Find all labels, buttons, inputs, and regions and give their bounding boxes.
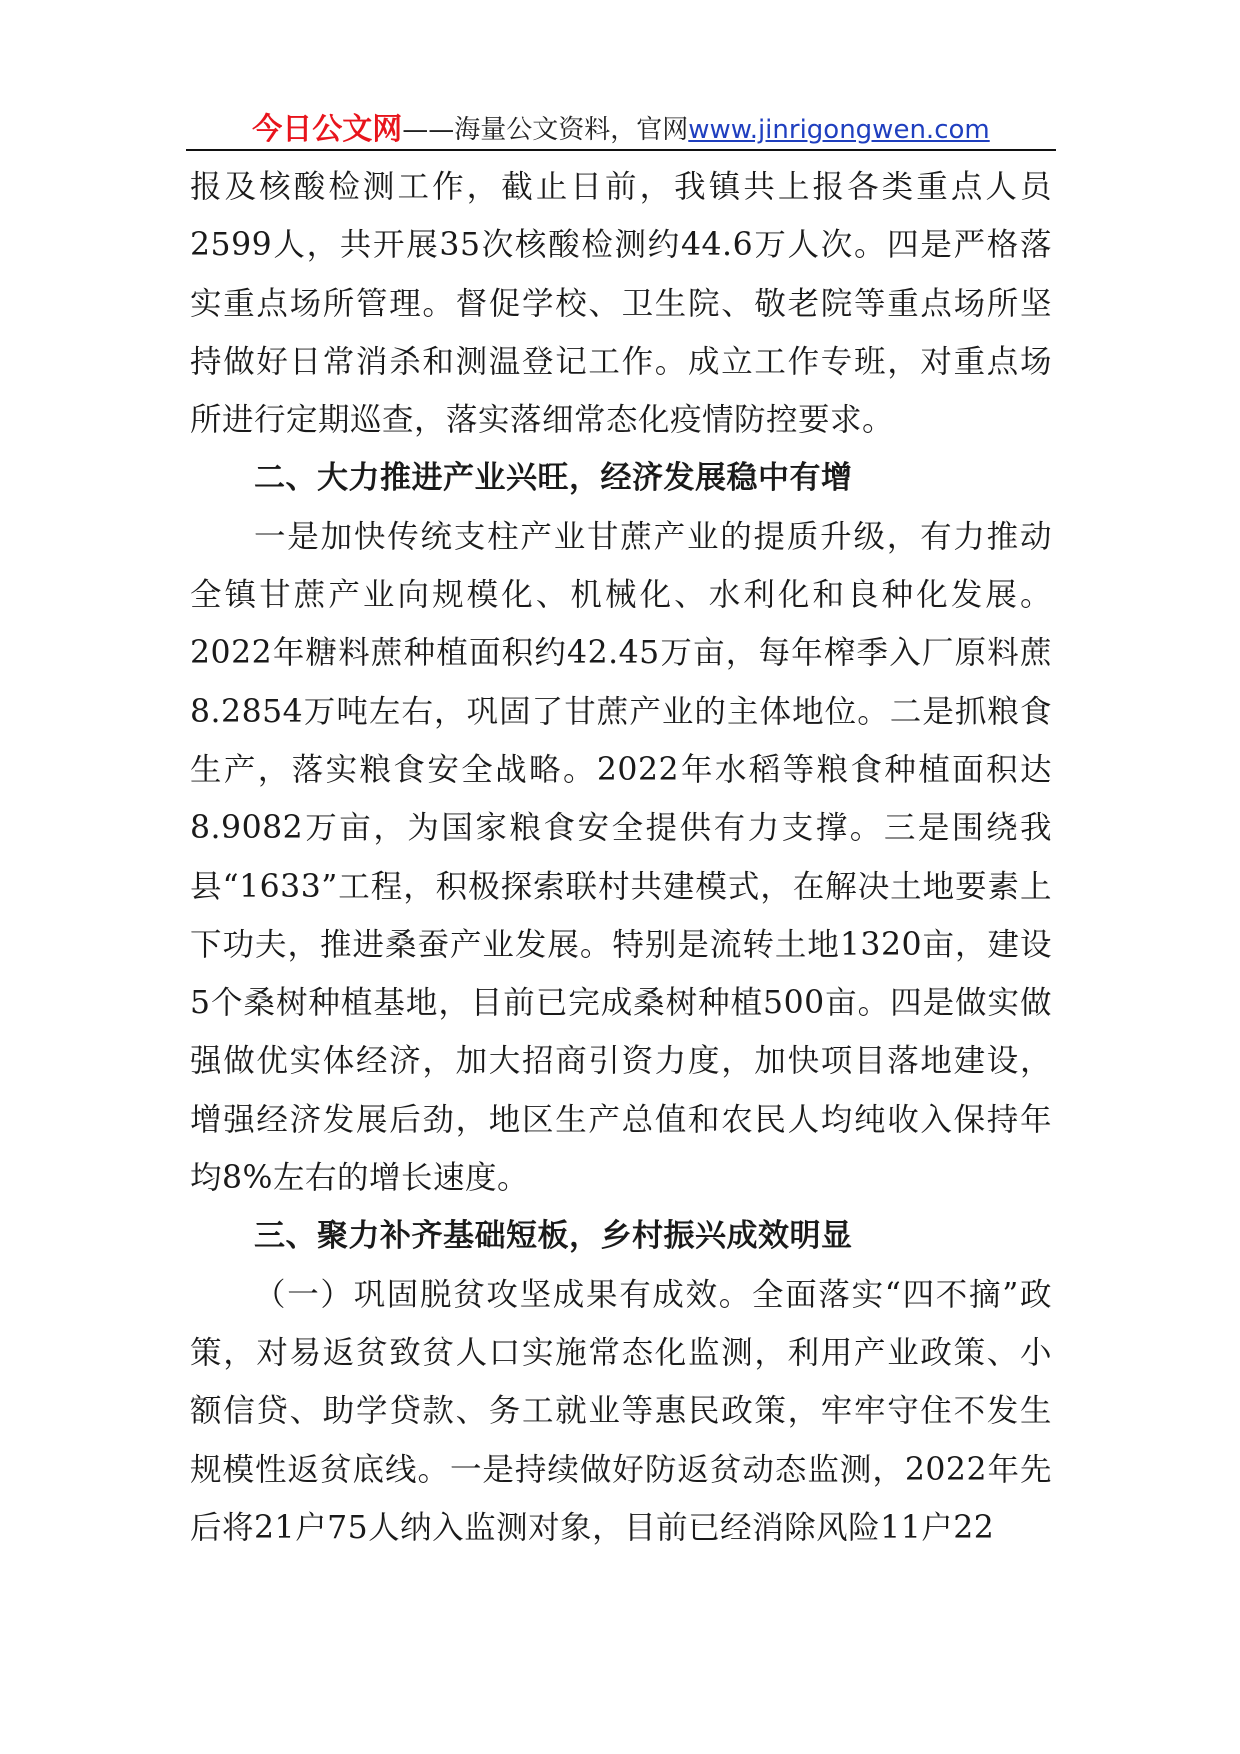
document-body [190, 158, 1052, 1557]
header-divider [186, 149, 1056, 151]
page-header [186, 104, 1056, 150]
paragraph-continued: 报及核酸检测工作，截止日前，我镇共上报各类重点人员2599人，共开展35次核酸检测约44.6万人次。四是严格落实重点场所管理。督促学校、卫生院、敬老院等重点场所坚持做好日常消杀和测温登记工作。成立工作专班，对重点场所进行定期巡查，落实落细常态化疫情防控要求。 [190, 169, 1052, 439]
paragraph-poverty: （一）巩固脱贫攻坚成果有成效。全面落实“四不摘”政策，对易返贫致贫人口实施常态化监测，利用产业政策、小额信贷、助学贷款、务工就业等惠民政策，牢牢守住不发生规模性返贫底线。一是持续做好防返贫动态监测，2022年先后将21户75人纳入监测对象，目前已经消除风险11户22 [190, 1276, 1052, 1546]
website-link[interactable]: www.jinrigongwen.com [688, 115, 990, 145]
paragraph-industry: 一是加快传统支柱产业甘蔗产业的提质升级，有力推动全镇甘蔗产业向规模化、机械化、水利化和良种化发展。2022年糖料蔗种植面积约42.45万亩，每年榨季入厂原料蔗8.2854万吨左右，巩固了甘蔗产业的主体地位。二是抓粮食生产，落实粮食安全战略。2022年水稻等粮食种植面积达8.9082万亩，为国家粮食安全提供有力支撑。三是围绕我县“1633”工程，积极探索联村共建模式，在解决土地要素上下功夫，推进桑蚕产业发展。特别是流转土地1320亩，建设5个桑树种植基地，目前已完成桑树种植500亩。四是做实做强做优实体经济，加大招商引资力度，加快项目落地建设，增强经济发展后劲，地区生产总值和农民人均纯收入保持年均8%左右的增长速度。 [190, 518, 1052, 1197]
section-heading-3: 三、聚力补齐基础短板，乡村振兴成效明显 [254, 1218, 853, 1255]
brand-name: 今日公文网 [252, 112, 403, 147]
header-tagline: ——海量公文资料，官网 [402, 115, 689, 145]
section-heading-2: 二、大力推进产业兴旺，经济发展稳中有增 [254, 460, 853, 497]
